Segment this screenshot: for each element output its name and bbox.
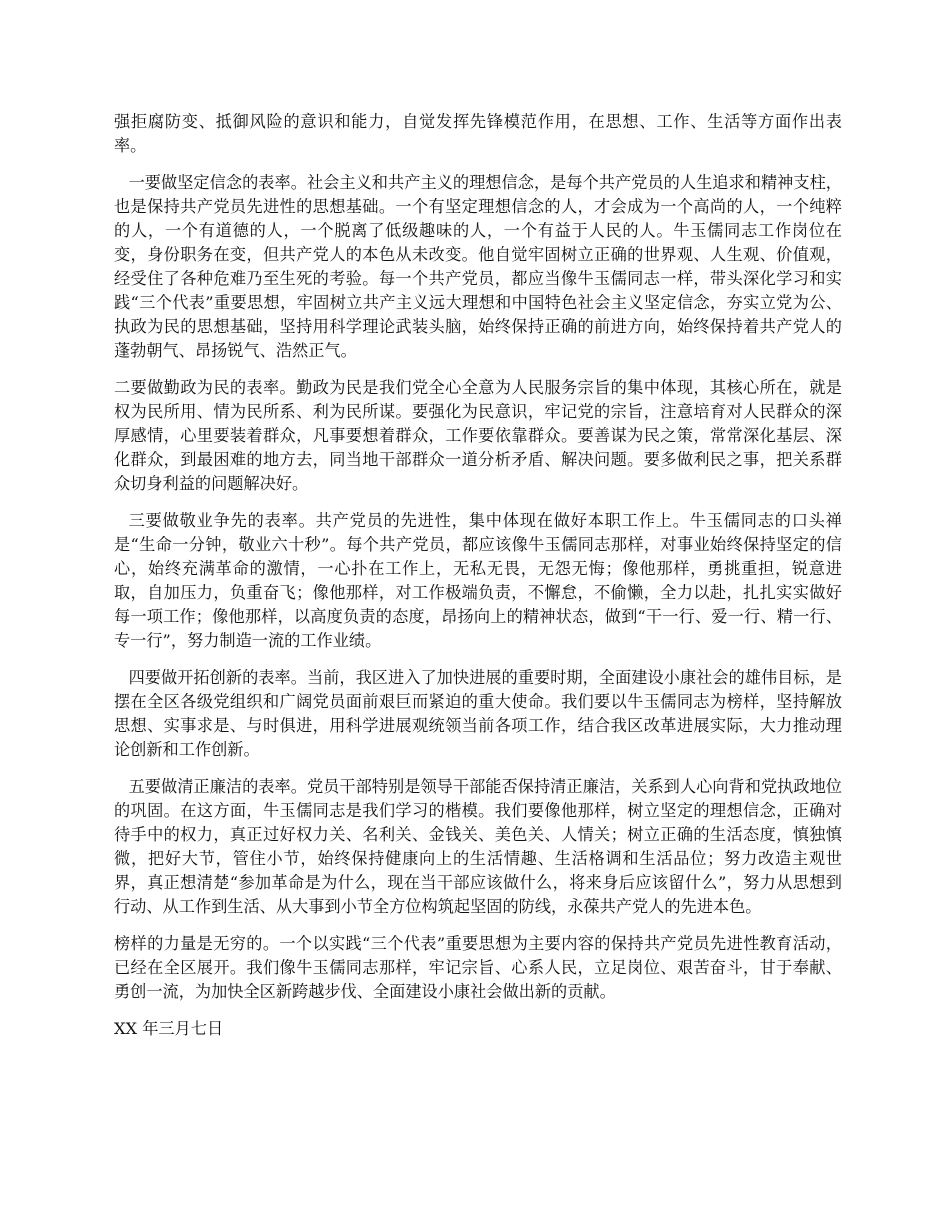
paragraph-diligent-governance: 二要做勤政为民的表率。勤政为民是我们党全心全意为人民服务宗旨的集中体现，其核心所在，就是权为民所用、情为民所系、利为民所谋。要强化为民意识，牢记党的宗旨，注意培育对人民群众的深厚感情，心里要装着群众，凡事要想着群众，工作要依靠群众。要善谋为民之策，常常深化基层、深化群众，到最困难的地方去，同当地干部群众一道分析矛盾、解决问题。要多做利民之事，把关系群众切身利益的问题解决好。 (114, 378, 842, 493)
document-page (114, 110, 842, 1041)
paragraph-integrity: 五要做清正廉洁的表率。党员干部特别是领导干部能否保持清正廉洁，关系到人心向背和党执政地位的巩固。在这方面，牛玉儒同志是我们学习的楷模。我们要像他那样，树立坚定的理想信念，正确对待手中的权力，真正过好权力关、名利关、金钱关、美色关、人情关；树立正确的生活态度，慎独慎微，把好大节，管住小节，始终保持健康向上的生活情趣、生活格调和生活品位；努力改造主观世界，真正想清楚“参加革命是为什么，现在当干部应该做什么，将来身后应该留什么”，努力从思想到行动、从工作到生活、从大事到小节全方位构筑起坚固的防线，永葆共产党人的先进本色。 (114, 777, 842, 916)
document-date: XX 年三月七日 (114, 1019, 224, 1038)
paragraph-intro: 强拒腐防变、抵御风险的意识和能力，自觉发挥先锋模范作用，在思想、工作、生活等方面作出表率。 (114, 112, 842, 155)
paragraph-conclusion: 榜样的力量是无穷的。一个以实践“三个代表”重要思想为主要内容的保持共产党员先进性教育活动，已经在全区展开。我们像牛玉儒同志那样，牢记宗旨、心系人民，立足岗位、艰苦奋斗，甘于奉献、勇创一流，为加快全区新跨越步伐、全面建设小康社会做出新的贡献。 (114, 934, 842, 1001)
paragraph-innovation: 四要做开拓创新的表率。当前，我区进入了加快进展的重要时期，全面建设小康社会的雄伟目标，是摆在全区各级党组织和广阔党员面前艰巨而紧迫的重大使命。我们要以牛玉儒同志为榜样，坚持解放思想、实事求是、与时俱进，用科学进展观统领当前各项工作，结合我区改革进展实际，大力推动理论创新和工作创新。 (114, 668, 842, 759)
paragraph-firm-belief: 一要做坚定信念的表率。社会主义和共产主义的理想信念，是每个共产党员的人生追求和精神支柱，也是保持共产党员先进性的思想基础。一个有坚定理想信念的人，才会成为一个高尚的人，一个纯粹的人，一个有道德的人，一个脱离了低级趣味的人，一个有益于人民的人。牛玉儒同志工作岗位在变，身份职务在变，但共产党人的本色从未改变。他自觉牢固树立正确的世界观、人生观、价值观，经受住了各种危难乃至生死的考验。每一个共产党员，都应当像牛玉儒同志一样，带头深化学习和实践“三个代表”重要思想，牢固树立共产主义远大理想和中国特色社会主义坚定信念，夯实立党为公、执政为民的思想基础，坚持用科学理论武装头脑，始终保持正确的前进方向，始终保持着共产党人的蓬勃朝气、昂扬锐气、浩然正气。 (114, 173, 842, 360)
paragraph-dedication: 三要做敬业争先的表率。共产党员的先进性，集中体现在做好本职工作上。牛玉儒同志的口头禅是“生命一分钟，敬业六十秒”。每个共产党员，都应该像牛玉儒同志那样，对事业始终保持坚定的信心，始终充满革命的激情，一心扑在工作上，无私无畏，无怨无悔；像他那样，勇挑重担，锐意进取，自加压力，负重奋飞；像他那样，对工作极端负责，不懈怠，不偷懒，全力以赴，扎扎实实做好每一项工作；像他那样，以高度负责的态度，昂扬向上的精神状态，做到“干一行、爱一行、精一行、专一行”，努力制造一流的工作业绩。 (114, 511, 842, 650)
